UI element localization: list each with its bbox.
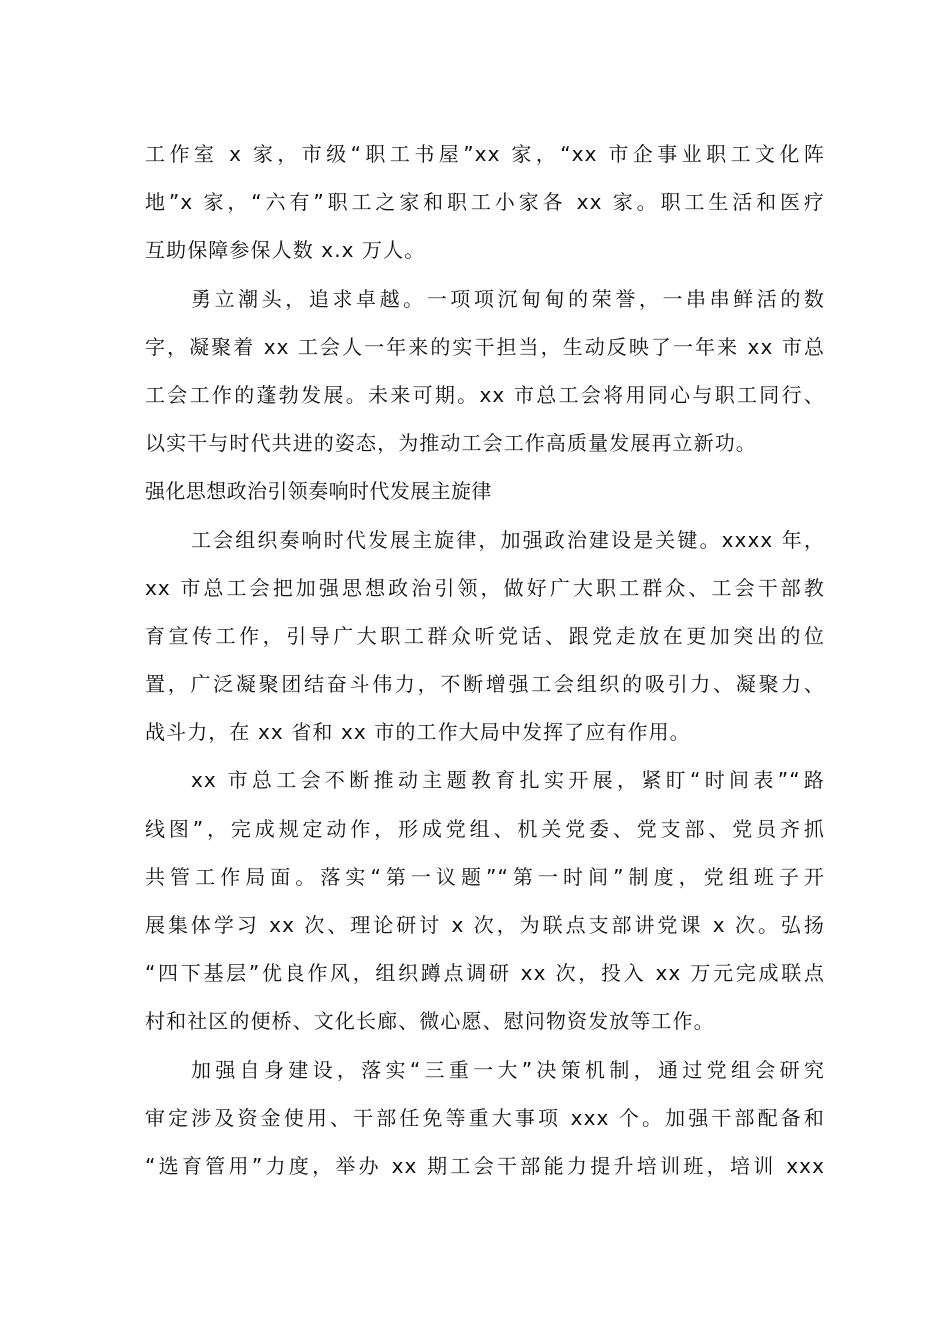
paragraph-start-line: 工会组织奏响时代发展主旋律，加强政治建设是关键。xxxx 年， [191,527,825,552]
text-line: 村和社区的便桥、文化长廊、微心愿、慰问物资发放等工作。 [145,1009,715,1034]
text-line: 字，凝聚着 xx 工会人一年来的实干担当，生动反映了一年来 xx 市总 [145,334,825,359]
text-line: 展集体学习 xx 次、理论研讨 x 次，为联点支部讲党课 x 次。弘扬 [145,913,825,937]
text-line: 共管工作局面。落实“第一议题”“第一时间”制度，党组班子开 [145,864,825,889]
text-line: 地”x 家，“六有”职工之家和职工小家各 xx 家。职工生活和医疗 [145,190,825,215]
text-line: “四下基层”优良作风，组织蹲点调研 xx 次，投入 xx 万元完成联点 [145,961,825,986]
paragraph-start-line: 勇立潮头，追求卓越。一项项沉甸甸的荣誉，一串串鲜活的数 [191,286,825,311]
text-line: 工会工作的蓬勃发展。未来可期。xx 市总工会将用同心与职工同行、 [145,382,825,407]
section-heading: 强化思想政治引领奏响时代发展主旋律 [145,479,492,504]
text-line: 互助保障参保人数 x.x 万人。 [145,238,426,263]
text-line: 以实干与时代共进的姿态，为推动工会工作高质量发展再立新功。 [145,431,757,456]
text-line: 线图”，完成规定动作，形成党组、机关党委、党支部、党员齐抓 [145,816,825,841]
paragraph-start-line: 加强自身建设，落实“三重一大”决策机制，通过党组会研究 [191,1057,825,1082]
text-line: 育宣传工作，引导广大职工群众听党话、跟党走放在更加突出的位 [145,623,825,648]
document-body [145,130,825,1190]
paragraph-start-line: xx 市总工会不断推动主题教育扎实开展，紧盯“时间表”“路 [191,768,825,793]
text-line: xx 市总工会把加强思想政治引领，做好广大职工群众、工会干部教 [145,575,825,600]
text-line: 审定涉及资金使用、干部任免等重大事项 xxx 个。加强干部配备和 [145,1105,825,1130]
text-line: 置，广泛凝聚团结奋斗伟力，不断增强工会组织的吸引力、凝聚力、 [145,672,825,697]
text-line: “选育管用”力度，举办 xx 期工会干部能力提升培训班，培训 xxx [145,1153,825,1178]
text-line: 战斗力，在 xx 省和 xx 市的工作大局中发挥了应有作用。 [145,720,691,745]
text-line: 工作室 x 家，市级“职工书屋”xx 家，“xx 市企事业职工文化阵 [145,142,825,166]
